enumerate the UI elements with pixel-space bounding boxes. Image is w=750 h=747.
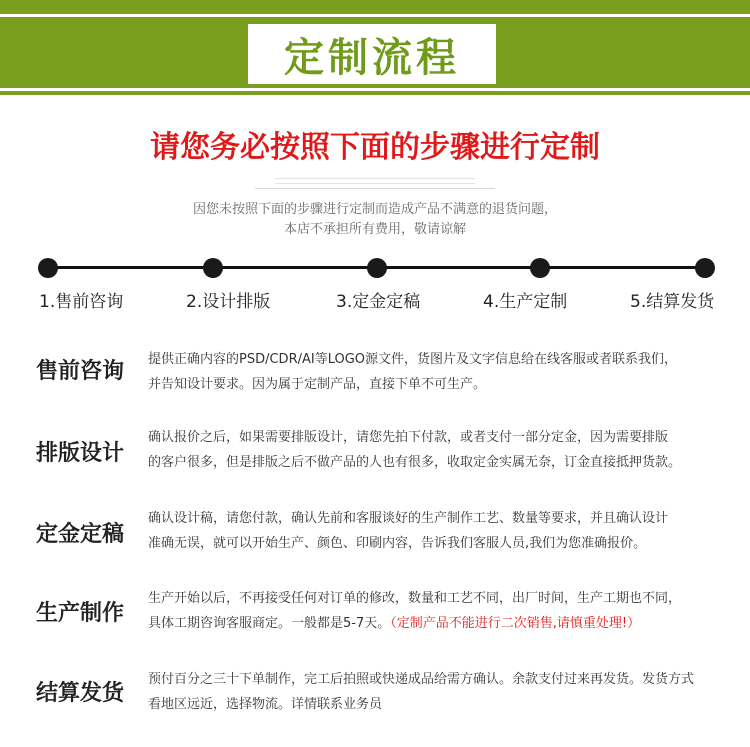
banner-stripe <box>0 14 750 17</box>
timeline-dot <box>530 258 550 278</box>
notice-line: 本店不承担所有费用，敬请谅解 <box>283 222 466 237</box>
timeline-dot <box>695 258 715 278</box>
notice <box>0 200 750 240</box>
section-description <box>148 506 738 556</box>
step-label: 1.售前咨询 <box>39 292 124 312</box>
decorative-line <box>275 178 475 179</box>
timeline-dot <box>38 258 58 278</box>
section-description <box>148 667 738 717</box>
description-text: 具体工期咨询客服商定。一般都是5-7天。 <box>148 616 391 631</box>
warning-text: （定制产品不能进行二次销售,请慎重处理!） <box>390 616 641 631</box>
section-description <box>148 425 738 475</box>
banner-stripe <box>0 88 750 91</box>
description-line: 并告知设计要求。因为属于定制产品，直接下单不可生产。 <box>148 377 487 392</box>
title-box <box>248 24 496 84</box>
section-title: 生产制作 <box>36 601 125 626</box>
description-line: 的客户很多，但是排版之后不做产品的人也有很多，收取定金实属无奈，订金直接抵押货款。 <box>148 455 682 470</box>
description-line <box>148 611 738 636</box>
description-line: 生产开始以后，不再接受任何对订单的修改，数量和工艺不同，出厂时间，生产工期也不同， <box>148 591 682 606</box>
headline: 请您务必按照下面的步骤进行定制 <box>150 130 600 165</box>
decorative-line <box>275 183 475 184</box>
description-line: 准确无误，就可以开始生产、颜色、印刷内容，告诉我们客服人员,我们为您准确报价。 <box>148 536 647 551</box>
description-line: 看地区远近，选择物流。详情联系业务员 <box>148 697 383 712</box>
header-banner <box>0 0 750 95</box>
description-line: 确认报价之后，如果需要排版设计，请您先拍下付款，或者支付一部分定金，因为需要排版 <box>148 430 669 445</box>
description-line: 确认设计稿，请您付款，确认先前和客服谈好的生产制作工艺、数量等要求，并且确认设计 <box>148 511 669 526</box>
timeline-dot <box>367 258 387 278</box>
section-title: 排版设计 <box>36 441 125 466</box>
description-line: 预付百分之三十下单制作，完工后拍照或快递成品给需方确认。余款支付过来再发货。发货方式 <box>148 672 695 687</box>
step-label: 3.定金定稿 <box>336 292 421 312</box>
section-title: 结算发货 <box>36 681 125 706</box>
timeline-dot <box>203 258 223 278</box>
section-description <box>148 347 738 397</box>
step-label: 5.结算发货 <box>630 292 715 312</box>
step-label: 2.设计排版 <box>186 292 271 312</box>
decorative-line <box>255 188 495 189</box>
section-description <box>148 586 738 636</box>
section-title: 定金定稿 <box>36 522 125 547</box>
page-title: 定制流程 <box>284 33 460 81</box>
description-line: 提供正确内容的PSD/CDR/AI等LOGO源文件，货图片及文字信息给在线客服或者联系我们， <box>148 352 678 367</box>
section-title: 售前咨询 <box>36 359 125 384</box>
notice-line: 因您未按照下面的步骤进行定制而造成产品不满意的退货问题， <box>192 202 557 217</box>
step-label: 4.生产定制 <box>483 292 568 312</box>
